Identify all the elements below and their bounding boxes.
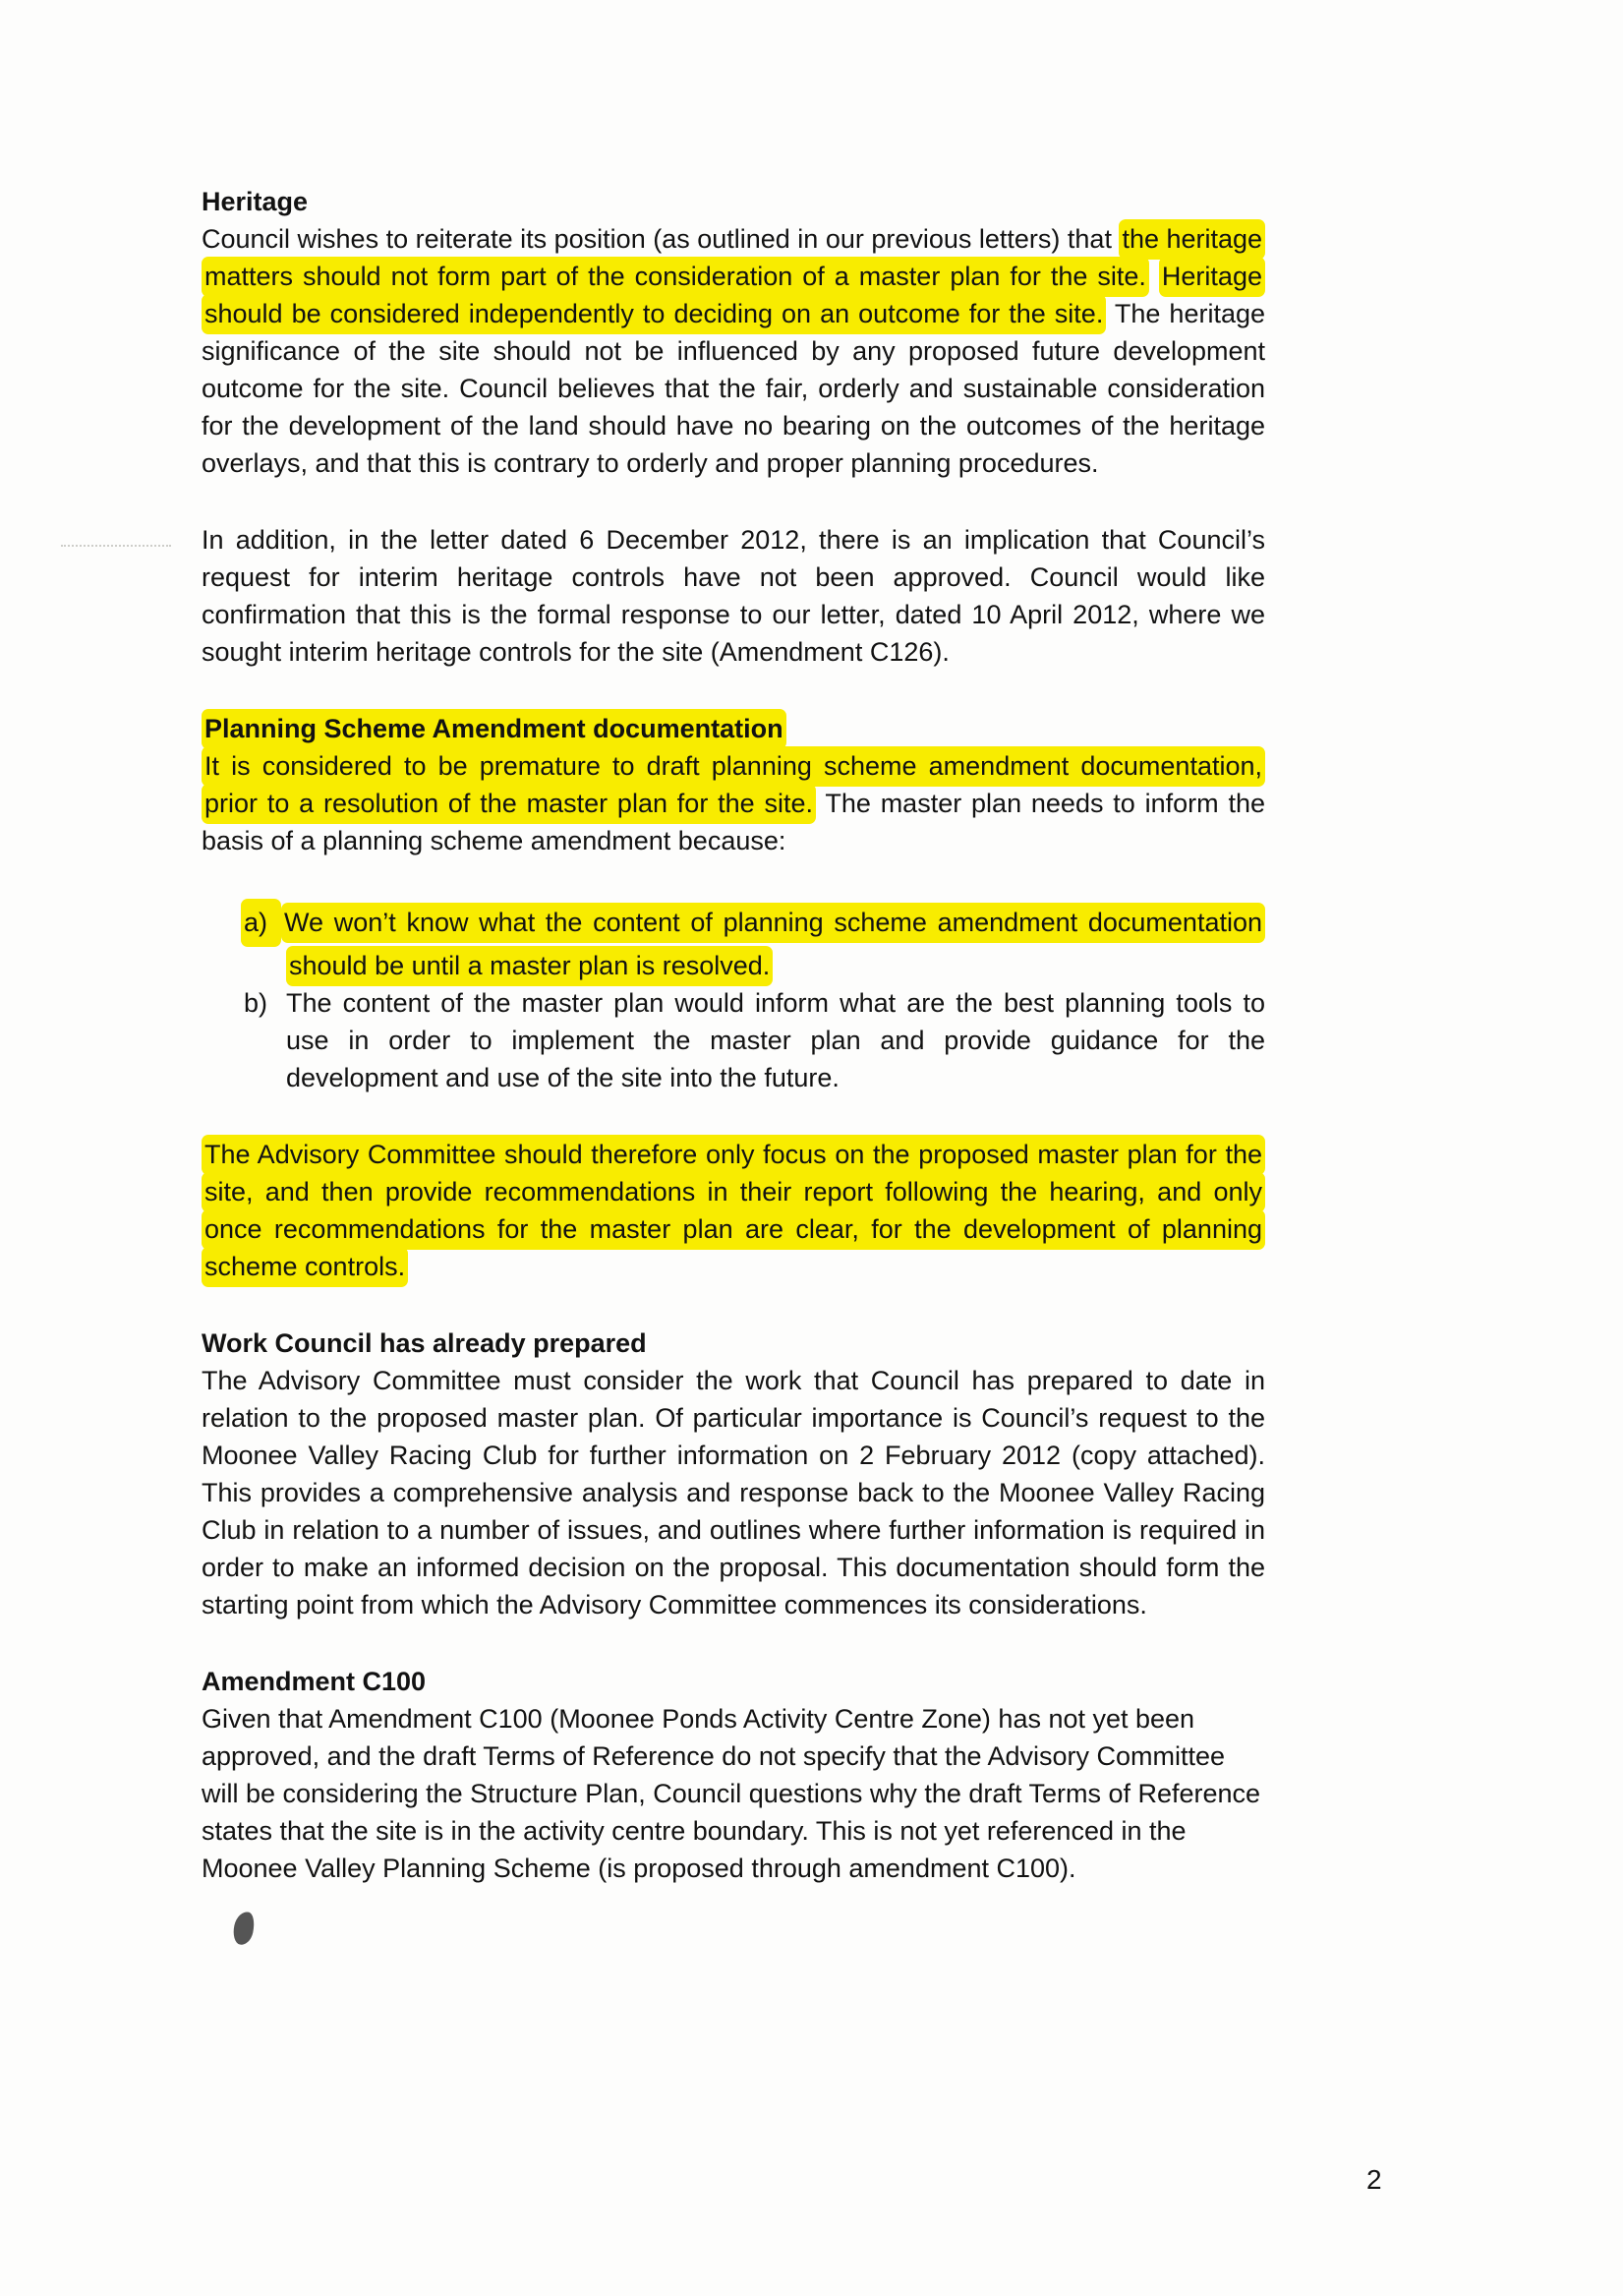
highlighted-text: We won’t know what the content of planning scheme amendment documentation should be until a master plan is resolved. — [281, 903, 1265, 986]
highlighted-text: It is considered to be premature to draft planning scheme amendment documentation, prior to a resolution of the master plan for the site. — [202, 746, 1265, 824]
section-heading: Heritage — [202, 187, 309, 216]
list — [202, 899, 1265, 1096]
list-marker: a) — [241, 899, 281, 947]
body-text — [1149, 262, 1159, 291]
page-number: 2 — [1366, 2164, 1382, 2195]
body-text: The Advisory Committee must consider the work that Council has prepared to date in relation to the proposed master plan. Of particular importance is Council’s request to the Moonee Valley Racing Club for further information on 2 February 2012 (copy attached). This provides a comprehensive analysis and response back to the Moonee Valley Racing Club in relation to a number of issues, and outlines where further information is required in order to make an informed decision on the proposal. This documentation should form the starting point from which the Advisory Committee commences its considerations. — [202, 1366, 1265, 1619]
highlighted-text: Heritage should be considered independently to deciding on an outcome for the site. — [202, 257, 1265, 334]
ink-smudge — [231, 1910, 258, 1946]
highlighted-text: the heritage matters should not form part of the consideration of a master plan for the site. — [202, 219, 1265, 297]
section-heading: Amendment C100 — [202, 1667, 427, 1696]
paragraph — [202, 1136, 1265, 1285]
body-text: In addition, in the letter dated 6 December 2012, there is an implication that Council’s request for interim heritage controls have not been approved. Council would like confirmation that this is the formal response to our letter, dated 10 April 2012, where we sought interim heritage controls for the site (Amendment C126). — [202, 525, 1265, 667]
list-item — [202, 899, 1265, 984]
body-text: The master plan needs to inform the basis of a planning scheme amendment because: — [202, 789, 1265, 855]
highlighted-text: The Advisory Committee should therefore only focus on the proposed master plan for the site, and then provide recommendations in their report following the hearing, and only once recommendations for the master plan are clear, for the development of planning scheme controls. — [202, 1135, 1265, 1287]
document-body — [202, 183, 1265, 1887]
list-item — [202, 984, 1265, 1096]
body-text: Council wishes to reiterate its position (as outlined in our previous letters) that — [202, 224, 1120, 254]
body-text: The content of the master plan would inform what are the best planning tools to use in order to implement the master plan and provide guidance for the development and use of the site into the future. — [286, 988, 1265, 1092]
highlighted-text: Planning Scheme Amendment documentation — [202, 709, 786, 749]
body-text: Given that Amendment C100 (Moonee Ponds Activity Centre Zone) has not yet been approved, and the draft Terms of Reference do not specify that the Advisory Committee will be considering the Structure Plan, Council questions why the draft Terms of Reference states that the site is in the activity centre boundary. This is not yet referenced in the Moonee Valley Planning Scheme (is proposed through amendment C100). — [202, 1704, 1261, 1883]
section-heading: Work Council has already prepared — [202, 1328, 647, 1358]
paragraph — [202, 521, 1265, 671]
list-marker: b) — [244, 988, 268, 1018]
paragraph — [202, 747, 1265, 859]
paragraph — [202, 1362, 1265, 1623]
paragraph — [202, 220, 1265, 482]
paragraph — [202, 1700, 1265, 1887]
section-heading — [202, 710, 1265, 747]
scan-artifact — [61, 545, 171, 547]
body-text: The heritage significance of the site should not be influenced by any proposed future development outcome for the site. Council believes that the fair, orderly and sustainable consideration for the development of the land should have no bearing on the outcomes of the heritage overlays, and that this is contrary to orderly and proper planning procedures. — [202, 299, 1265, 478]
